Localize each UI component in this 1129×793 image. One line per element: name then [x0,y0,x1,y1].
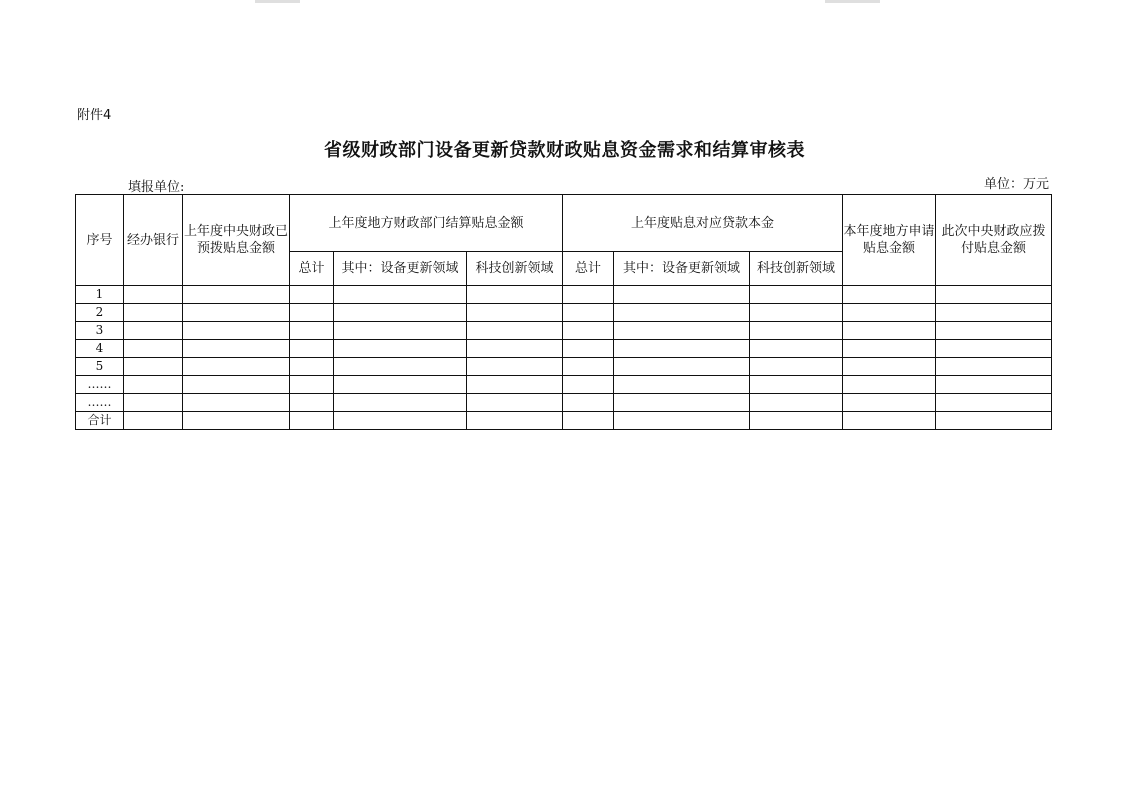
value-cell[interactable] [467,394,563,412]
value-cell[interactable] [290,322,334,340]
value-cell[interactable] [614,322,750,340]
table-row [76,358,1052,376]
value-cell[interactable] [334,412,467,430]
header-loan-total: 总计 [563,252,614,286]
value-cell[interactable] [843,304,936,322]
header-central-prepaid: 上年度中央财政已预拨贴息金额 [183,195,290,286]
value-cell[interactable] [467,322,563,340]
table-row [76,376,1052,394]
scan-artifact-mark [255,0,300,3]
value-cell[interactable] [843,322,936,340]
header-seq: 序号 [76,195,124,286]
value-cell[interactable] [936,376,1052,394]
value-cell[interactable] [750,358,843,376]
value-cell[interactable] [334,376,467,394]
value-cell[interactable] [563,286,614,304]
value-cell[interactable] [936,322,1052,340]
value-cell[interactable] [563,376,614,394]
table-row [76,394,1052,412]
value-cell[interactable] [936,412,1052,430]
header-loan-equipment: 其中：设备更新领域 [614,252,750,286]
header-central-to-allocate: 此次中央财政应拨付贴息金额 [936,195,1052,286]
value-cell[interactable] [290,358,334,376]
value-cell[interactable] [467,286,563,304]
audit-table [75,194,1052,430]
seq-cell: 1 [76,286,124,304]
value-cell[interactable] [936,340,1052,358]
header-local-total: 总计 [290,252,334,286]
value-cell[interactable] [290,412,334,430]
document-title: 省级财政部门设备更新贷款财政贴息资金需求和结算审核表 [324,140,805,161]
value-cell[interactable] [843,340,936,358]
table-row [76,304,1052,322]
value-cell[interactable] [563,394,614,412]
header-local-equipment: 其中：设备更新领域 [334,252,467,286]
value-cell[interactable] [183,358,290,376]
scan-artifact-mark [825,0,880,3]
value-cell[interactable] [563,358,614,376]
value-cell[interactable] [183,322,290,340]
value-cell[interactable] [183,376,290,394]
value-cell[interactable] [750,394,843,412]
value-cell[interactable] [334,394,467,412]
fill-unit-label: 填报单位: [128,180,185,195]
seq-cell: 2 [76,304,124,322]
table-body [76,286,1052,430]
header-row-top [76,195,1052,252]
table-row [76,340,1052,358]
value-cell[interactable] [843,358,936,376]
bank-cell[interactable] [124,340,183,358]
header-bank: 经办银行 [124,195,183,286]
bank-cell[interactable] [124,358,183,376]
value-cell[interactable] [843,376,936,394]
table-header [76,195,1052,286]
value-cell[interactable] [183,286,290,304]
value-cell[interactable] [750,412,843,430]
value-cell[interactable] [183,412,290,430]
header-loan-tech: 科技创新领域 [750,252,843,286]
value-cell[interactable] [750,304,843,322]
value-cell[interactable] [750,340,843,358]
seq-cell: …… [76,376,124,394]
bank-cell[interactable] [124,322,183,340]
value-cell[interactable] [183,304,290,322]
bank-cell[interactable] [124,304,183,322]
value-cell[interactable] [563,304,614,322]
value-cell[interactable] [290,304,334,322]
value-cell[interactable] [290,340,334,358]
value-cell[interactable] [290,286,334,304]
value-cell[interactable] [936,304,1052,322]
value-cell[interactable] [614,340,750,358]
header-loan-principal-group: 上年度贴息对应贷款本金 [563,195,843,252]
value-cell[interactable] [290,394,334,412]
value-cell[interactable] [334,340,467,358]
value-cell[interactable] [750,322,843,340]
bank-cell[interactable] [124,286,183,304]
money-unit-label: 单位：万元 [983,177,1049,192]
value-cell[interactable] [183,340,290,358]
value-cell[interactable] [614,376,750,394]
attachment-label: 附件4 [77,108,112,123]
header-local-tech: 科技创新领域 [467,252,563,286]
value-cell[interactable] [467,340,563,358]
bank-cell[interactable] [124,394,183,412]
value-cell[interactable] [467,358,563,376]
total-label-cell: 合计 [76,412,124,430]
value-cell[interactable] [467,376,563,394]
value-cell[interactable] [614,412,750,430]
value-cell[interactable] [843,412,936,430]
value-cell[interactable] [563,340,614,358]
seq-cell: …… [76,394,124,412]
table-row [76,286,1052,304]
value-cell[interactable] [614,286,750,304]
table-row [76,322,1052,340]
value-cell[interactable] [563,322,614,340]
value-cell[interactable] [183,394,290,412]
value-cell[interactable] [334,304,467,322]
value-cell[interactable] [467,304,563,322]
header-local-settled-group: 上年度地方财政部门结算贴息金额 [290,195,563,252]
bank-cell[interactable] [124,376,183,394]
value-cell[interactable] [936,394,1052,412]
seq-cell: 5 [76,358,124,376]
value-cell[interactable] [750,286,843,304]
value-cell[interactable] [334,286,467,304]
value-cell[interactable] [467,412,563,430]
seq-cell: 4 [76,340,124,358]
value-cell[interactable] [334,322,467,340]
value-cell[interactable] [563,412,614,430]
value-cell[interactable] [843,286,936,304]
value-cell[interactable] [750,376,843,394]
value-cell[interactable] [614,304,750,322]
seq-cell: 3 [76,322,124,340]
value-cell[interactable] [614,394,750,412]
value-cell[interactable] [334,358,467,376]
value-cell[interactable] [936,286,1052,304]
value-cell[interactable] [936,358,1052,376]
value-cell[interactable] [290,376,334,394]
value-cell[interactable] [843,394,936,412]
total-row [76,412,1052,430]
header-apply-this-year: 本年度地方申请贴息金额 [843,195,936,286]
value-cell[interactable] [614,358,750,376]
bank-cell[interactable] [124,412,183,430]
